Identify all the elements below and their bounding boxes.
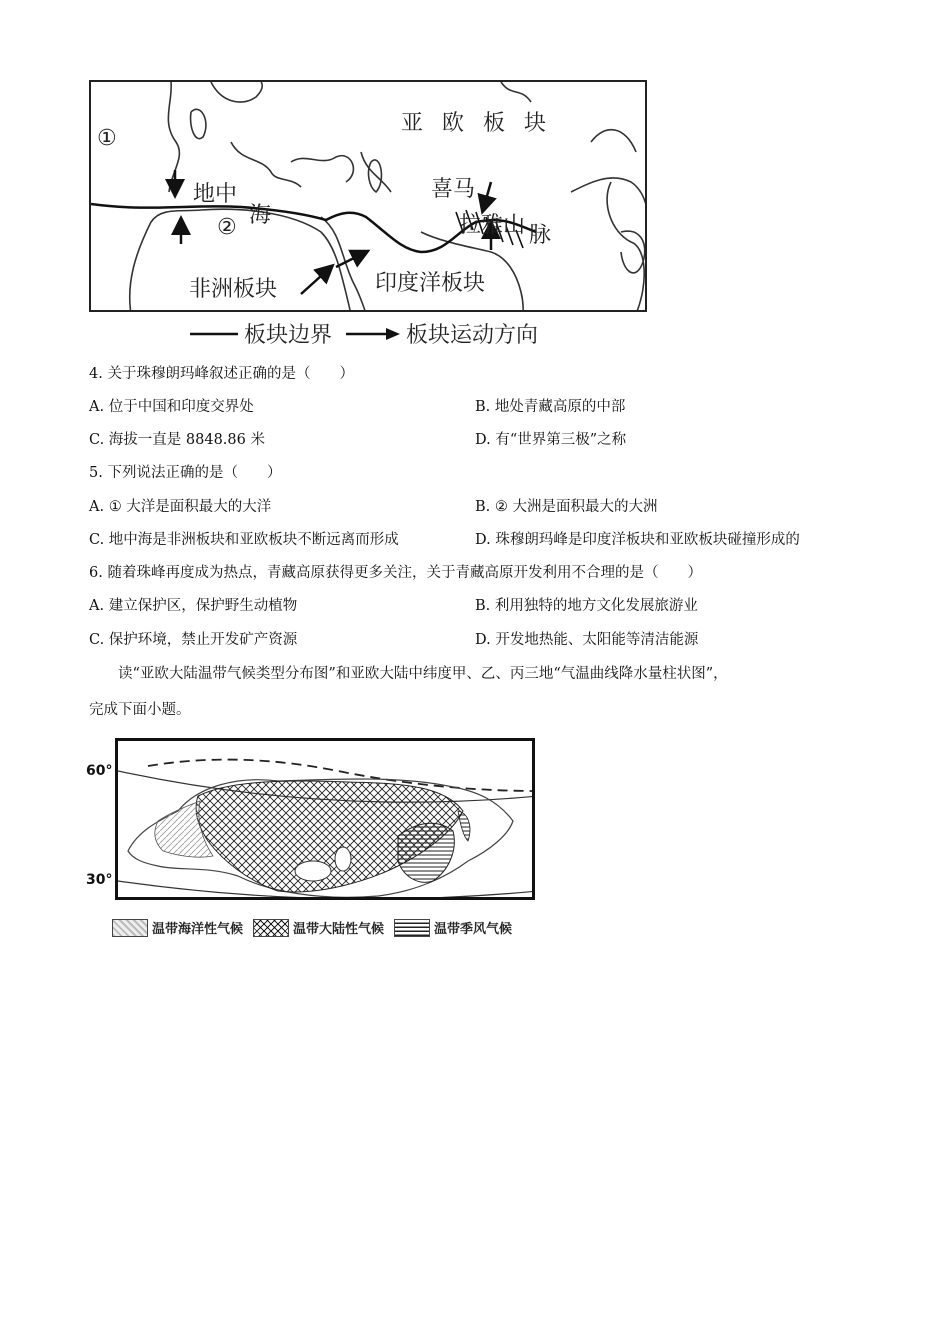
climate-map-drawing [118, 741, 535, 900]
question-5-option-d: D. 珠穆朗玛峰是印度洋板块和亚欧板块碰撞形成的 [475, 532, 800, 548]
legend-boundary: 板块边界 [244, 323, 333, 348]
question-4-option-b: B. 地处青藏高原的中部 [475, 399, 626, 415]
african-plate-label: 非洲板块 [189, 277, 278, 302]
mediterranean-label-2: 海 [249, 203, 272, 228]
question-4-option-d: D. 有“世界第三极”之称 [475, 432, 627, 448]
boundary-line-icon [190, 328, 238, 340]
question-4-option-c: C. 海拔一直是 8848.86 米 [89, 432, 265, 448]
himalaya-label-1: 喜马 [431, 177, 476, 202]
himalaya-label-2: 拉雅山 [459, 213, 526, 238]
plate-map [89, 80, 647, 312]
climate-legend [112, 918, 512, 937]
movement-arrow-icon [346, 326, 400, 342]
marker-1: ① [97, 126, 117, 151]
plate-map-drawing [91, 82, 647, 312]
question-5-stem: 5. 下列说法正确的是（ ） [89, 465, 282, 481]
question-6-stem: 6. 随着珠峰再度成为热点，青藏高原获得更多关注，关于青藏高原开发利用不合理的是（ ） [89, 565, 702, 581]
question-5-option-a: A. ① 大洋是面积最大的大洋 [89, 499, 272, 515]
oceanic-swatch [112, 919, 148, 937]
question-6-option-b: B. 利用独特的地方文化发展旅游业 [475, 598, 698, 614]
question-5-option-b: B. ② 大洲是面积最大的大洲 [475, 499, 658, 515]
question-4-stem: 4. 关于珠穆朗玛峰叙述正确的是（ ） [89, 366, 354, 382]
question-6-option-a: A. 建立保护区，保护野生动植物 [89, 598, 298, 614]
plate-map-legend [190, 318, 538, 349]
legend-direction: 板块运动方向 [406, 323, 539, 348]
climate-map [115, 738, 535, 900]
latitude-60-label: 60° [86, 763, 113, 779]
question-4-option-a: A. 位于中国和印度交界处 [89, 399, 254, 415]
intro-line-2: 完成下面小题。 [89, 702, 191, 718]
mediterranean-label-1: 地中 [193, 182, 238, 207]
intro-line-1: 读“亚欧大陆温带气候类型分布图”和亚欧大陆中纬度甲、乙、丙三地“气温曲线降水量柱状图”， [118, 666, 728, 682]
latitude-30-label: 30° [86, 872, 113, 888]
indian-plate-label: 印度洋板块 [375, 271, 486, 296]
eurasian-plate-label: 亚 欧 板 块 [401, 111, 552, 136]
marker-2: ② [217, 215, 237, 240]
continental-swatch [253, 919, 289, 937]
question-5-option-c: C. 地中海是非洲板块和亚欧板块不断远离而形成 [89, 532, 399, 548]
monsoon-swatch [394, 919, 430, 937]
legend-oceanic: 温带海洋性气候 [152, 922, 244, 937]
question-6-option-d: D. 开发地热能、太阳能等清洁能源 [475, 632, 699, 648]
question-6-option-c: C. 保护环境，禁止开发矿产资源 [89, 632, 298, 648]
legend-continental: 温带大陆性气候 [293, 922, 385, 937]
legend-monsoon: 温带季风气候 [434, 922, 513, 937]
himalaya-label-3: 脉 [529, 223, 552, 248]
